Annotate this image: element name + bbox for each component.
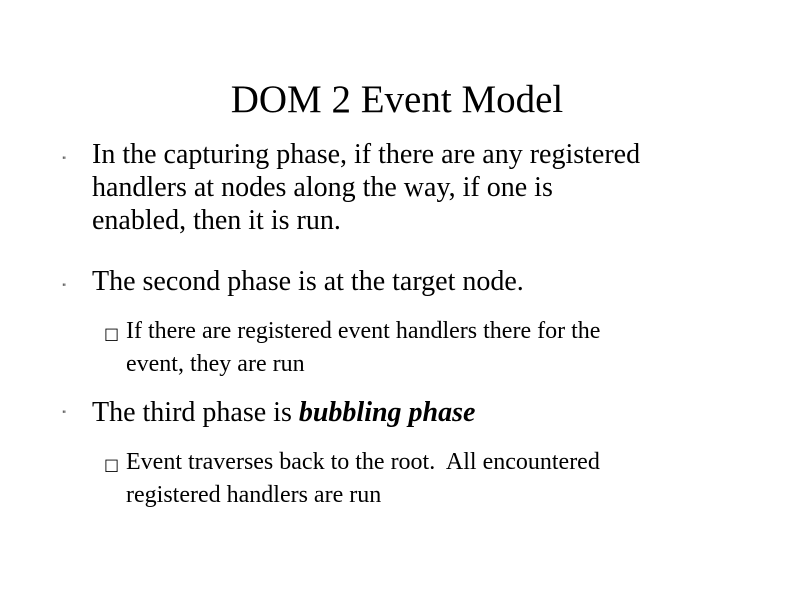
sub-bullet-3-1-text	[126, 446, 600, 512]
bullet-2-line-1: The second phase is at the target node.	[92, 266, 524, 297]
bullet-marker-3: "	[62, 410, 67, 420]
bullet-1-text	[92, 138, 640, 237]
bullet-2-text	[92, 265, 524, 298]
sub-bullet-2-1-line-2: event, they are run	[126, 351, 305, 377]
sub-bullet-2-1-text	[126, 315, 600, 381]
bullet-1-line-3: enabled, then it is run.	[92, 205, 341, 236]
sub-bullet-2-1-line-1: If there are registered event handlers there for the	[126, 318, 601, 344]
bullet-3-emphasis: bubbling phase	[298, 397, 476, 428]
bullet-marker-1: "	[62, 156, 67, 166]
slide-title: DOM 2 Event Model	[230, 78, 564, 121]
bullet-1-line-2: handlers at nodes along the way, if one is	[92, 172, 553, 203]
bullet-3-text	[92, 396, 475, 429]
sub-bullet-3-1-line-2: registered handlers are run	[126, 482, 382, 508]
bullet-1-line-1: In the capturing phase, if there are any registered	[92, 139, 641, 170]
bullet-3-prefix: The third phase is	[92, 397, 299, 428]
sub-bullet-3-1-line-1: Event traverses back to the root. All encountered	[126, 449, 600, 475]
sub-bullet-marker-3-1: □	[104, 455, 120, 474]
bullet-marker-2: "	[62, 283, 67, 293]
sub-bullet-marker-2-1: □	[104, 324, 120, 343]
